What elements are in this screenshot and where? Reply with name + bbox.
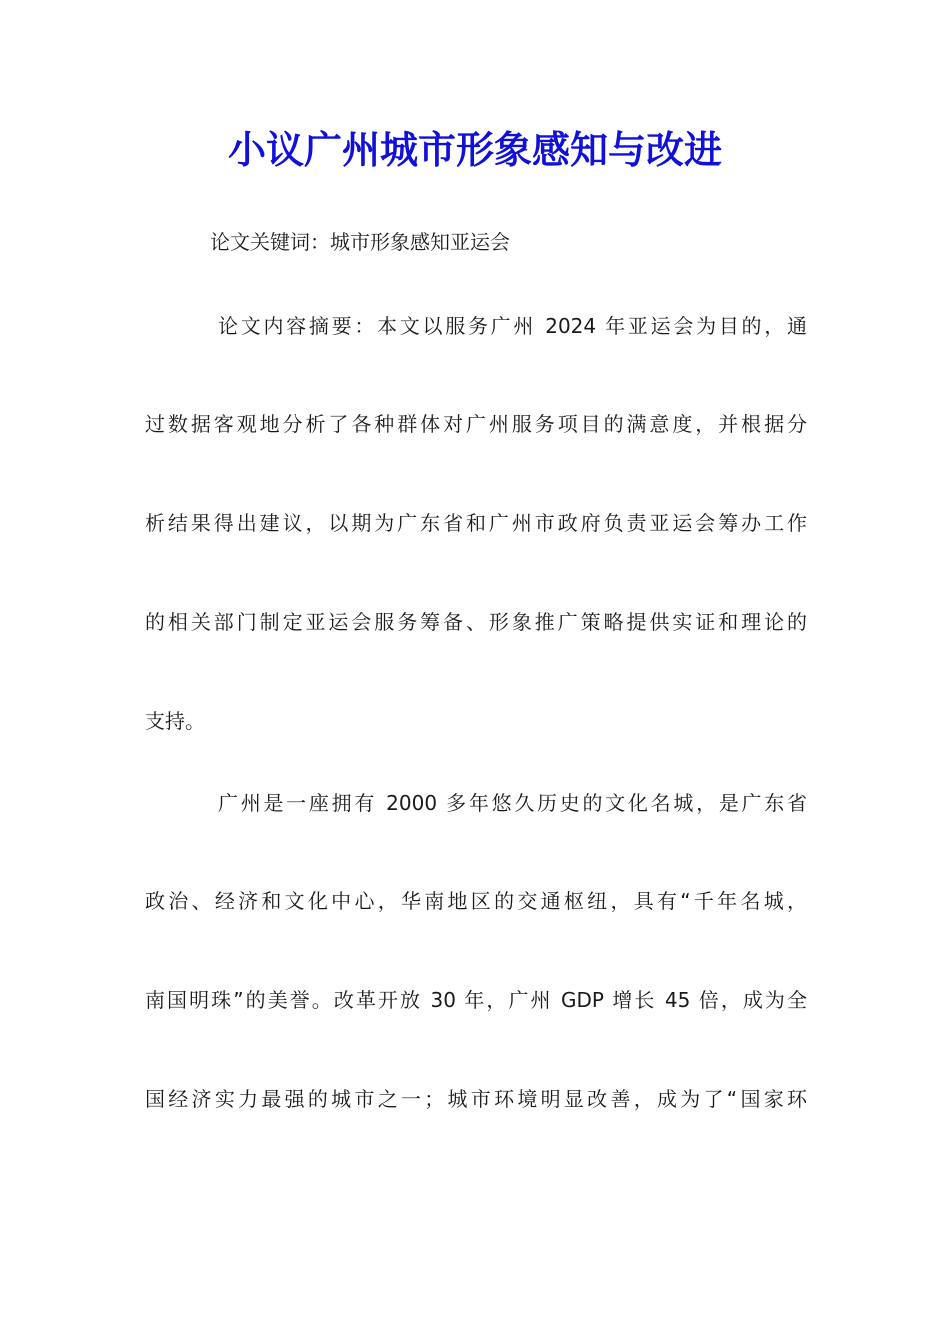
body-line: 国经济实力最强的城市之一；城市环境明显改善，成为了“国家环 (145, 1087, 807, 1111)
keywords-line: 论文关键词：城市形象感知亚运会 (210, 230, 510, 254)
abstract-line: 支持。 (145, 709, 205, 733)
body-line: 广州是一座拥有 2000 多年悠久历史的文化名城，是广东省 (218, 791, 807, 815)
abstract-line: 论文内容摘要：本文以服务广州 2024 年亚运会为目的，通 (218, 314, 807, 338)
body-line: 南国明珠”的美誉。改革开放 30 年，广州 GDP 增长 45 倍，成为全 (145, 988, 807, 1012)
document-title: 小议广州城市形象感知与改进 (227, 127, 722, 172)
abstract-line: 的相关部门制定亚运会服务筹备、形象推广策略提供实证和理论的 (145, 610, 807, 634)
body-line: 政治、经济和文化中心，华南地区的交通枢纽，具有“千年名城， (145, 889, 807, 913)
abstract-line: 过数据客观地分析了各种群体对广州服务项目的满意度，并根据分 (145, 412, 807, 436)
abstract-line: 析结果得出建议，以期为广东省和广州市政府负责亚运会筹办工作 (145, 511, 807, 535)
